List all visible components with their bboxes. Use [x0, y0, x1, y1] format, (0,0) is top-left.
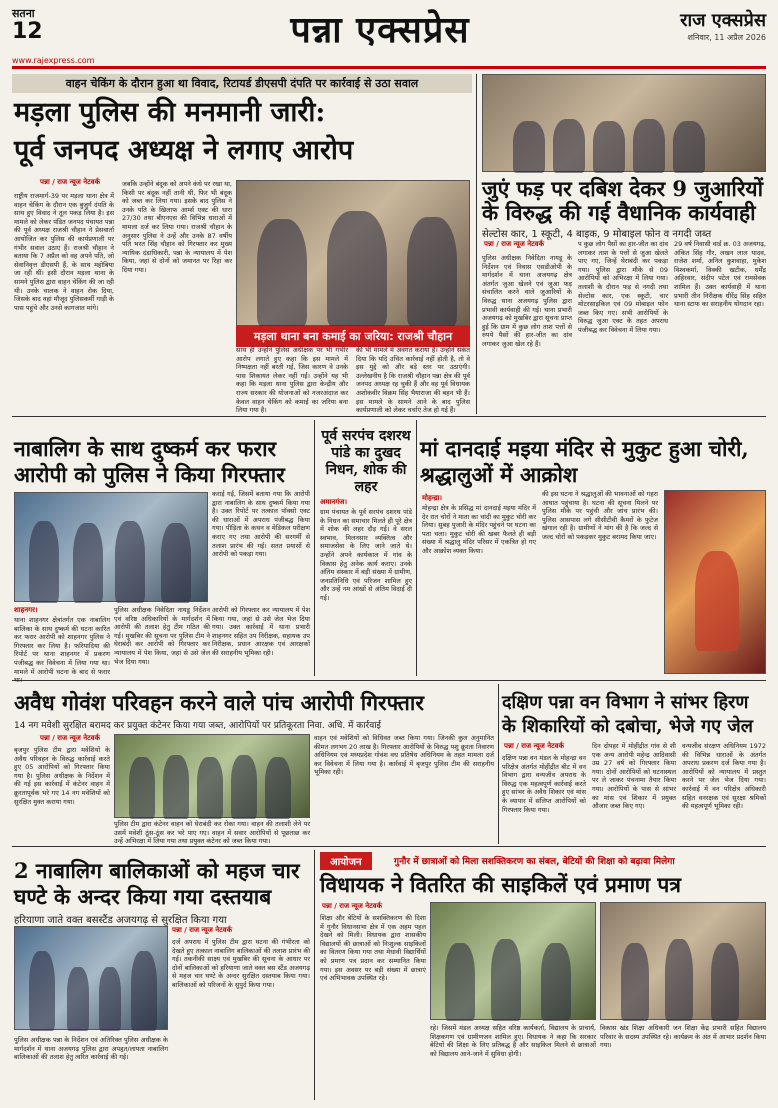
story3-headline-1: नाबालिग के साथ दुष्कर्म कर फरार: [14, 436, 277, 461]
story3-photo: [14, 492, 208, 602]
brand-block: [680, 8, 766, 43]
story6-headline: अवैध गोवंश परिवहन करने वाले पांच आरोपी गिरफ्तार: [14, 690, 424, 715]
story2-col2: प कुछ लोग पैसों का हार-जीत का दांव लगाकर ताश के पत्तों से जुआ खेलते पाए गए, जिन्हें घेराबंदी कर पकड़ा गया। पुलिस द्वारा मौके से 09 आरोपियों को अभिरक्षा में लिया गया। तलाशी के दौरान फड़ से नगदी तथा सेल्टोस कार, एक स्कूटी, चार मोटरसाइकिल एवं 09 मोबाइल फोन जब्त किए गए। सभी आरोपियों के विरुद्ध जुआ एक्ट के तहत अपराध पंजीबद्ध कर विवेचना में लिया गया।: [578, 240, 668, 334]
story3-col1: थाना शाहनगर क्षेत्रांतर्गत एक नाबालिग बालिका के साथ दुष्कर्म की घटना कारित कर फरार आरोपी को शाहनगर पुलिस ने गिरफ्तार कर लिया है। फरियादिया की रिपोर्ट पर थाना शाहनगर में प्रकरण पंजीबद्ध कर विवेचना में लिया गया था। मामले में आरोपी घटना के बाद से फरार: [14, 616, 110, 676]
story1-col4: की भी मामले में अवगत कराया है। उन्होंने संकेत दिया कि यदि उचित कार्रवाई नहीं होती है, तो वे इस मुद्दे को और बड़े स्तर पर उठाएंगी। उल्लेखनीय है कि राजश्री चौहान पन्ना क्षेत्र की पूर्व जनपद अध्यक्ष रह चुकी हैं और वह पूर्व विधायक अशोकवीर विक्रम सिंह भैयाराजा की बहन भी हैं। इस मामले के सामने आने के बाद पुलिस कार्यप्रणाली को लेकर चर्चाएं तेज हो गई हैं।: [356, 346, 470, 415]
story8-col1: पुलिस अधीक्षक पन्ना के निर्देशन एवं अतिरिक्त पुलिस अधीक्षक के मार्गदर्शन में थाना अजयगढ़ पुलिस द्वारा अपहृत/लापता नाबालिग बालिकाओं की तलाश हेतु त्वरित कार्रवाई की गई।: [14, 1036, 168, 1062]
story6-byline: पन्ना / राज न्यूज नेटवर्क: [40, 734, 100, 742]
story2-subhead: सेल्टोस कार, 1 स्कूटी, 4 बाइक, 9 मोबाइल फोन व नगदी जब्त: [482, 229, 712, 240]
story7-headline-1: दक्षिण पन्ना वन विभाग ने सांभर हिरण: [502, 692, 749, 713]
story9-col1: शिक्षा और बेटियों के सशक्तिकरण की दिशा में गुनौर विधानसभा क्षेत्र में एक अहम पहल देखने को मिली। विधायक द्वारा शासकीय विद्यालयों की छात्राओं को निःशुल्क साइकिलों का वितरण किया गया तथा मेधावी विद्यार्थियों को प्रमाण पत्र प्रदान कर सम्मानित किया गया। इस अवसर पर बड़ी संख्या में छात्राएं एवं अभिभावक उपस्थित रहे।: [320, 914, 426, 983]
story9-headline: विधायक ने वितरित की साइकिलें एवं प्रमाण पत्र: [320, 872, 681, 897]
story6-col2: पुलिस टीम द्वारा कंटेनर वाहन को घेराबंदी कर रोका गया। वाहन की तलाशी लेने पर उसमें मवेशी ठूंस-ठूंस कर भरे पाए गए। वाहन में सवार आरोपियों से पूछताछ कर उन्हें अभिरक्षा में लिया गया तथा प्रयुक्त कंटेनर को जब्त किया गया।: [114, 820, 310, 846]
section-rule-2: [12, 680, 766, 681]
story6-subhead: 14 नग मवेशी सुरक्षित बरामद कर प्रयुक्त कंटेनर किया गया जब्त, आरोपियों पर प्रतिकूरता निवा. अधि. में कार्रवाई: [14, 721, 381, 731]
story8-headline-1: 2 नाबालिग बालिकाओं को महज चार: [14, 858, 300, 883]
story9-col3: विकास खंड शिक्षा अधिकारी जन शिक्षा केंद्र प्रभारी सहित विद्यालय परिवार के सदस्य उपस्थित रहे। कार्यक्रम के अंत में आभार प्रदर्शन किया गया।: [600, 1024, 766, 1050]
story1-kicker: वाहन चेकिंग के दौरान हुआ था विवाद, रिटायर्ड डीएसपी दंपति पर कार्रवाई से उठा सवाल: [12, 74, 472, 93]
story5-headline-1: मां दानदाई मइया मंदिर से मुकुट हुआ चोरी,: [420, 436, 749, 461]
story1-headline-2: पूर्व जनपद अध्यक्ष ने लगाए आरोप: [14, 135, 354, 166]
story3-col4: आरोपी को गिरफ्तार कर न्यायालय में पेश किया गया, जहां से उसे जेल भेज दिया गया। उक्त कार्रवाई में थाना प्रभारी शाहनगर सहित उप निरीक्षक, सहायक उप निरीक्षक, प्रधान आरक्षक एवं आरक्षकों की सराहनीय भूमिका रही।: [212, 606, 310, 657]
story4-headline: पूर्व सरपंच दशरथ पांडे का दुखद निधन, शोक की लहर: [321, 428, 411, 495]
masthead: पन्ना एक्सप्रेस: [290, 9, 470, 51]
story5-temple-photo: [664, 490, 766, 674]
column-divider-4: [498, 684, 499, 844]
page-label: सतना: [12, 7, 35, 20]
story9-kicker: गुनौर में छात्राओं को मिला सशक्तिकरण का संबल, बेटियों की शिक्षा को बढ़ावा मिलेगा: [394, 857, 675, 867]
story9-col2: रहे। जिसमें मंडल अध्यक्ष सहित वरिष्ठ कार्यकर्ता, विद्यालय के प्राचार्य, शिक्षकगण एवं ग्रामीणजन शामिल हुए। विधायक ने कहा कि सरकार बेटियों की शिक्षा के लिए प्रतिबद्ध है और साइकिल मिलने से छात्राओं को विद्यालय आने-जाने में सुविधा होगी।: [430, 1024, 596, 1058]
story8-headline-2: घण्टे के अन्दर किया गया दस्तयाब: [14, 884, 272, 909]
brand-name: राज एक्सप्रेस: [680, 10, 766, 31]
story7-headline-2: के शिकारियों को दबोचा, भेजे गए जेल: [502, 716, 753, 737]
story9-photo-1: [430, 902, 596, 1020]
story1-col2: जबकि उन्होंने बंदूक को अपने कंधे पर रखा था, किसी पर बंदूक नहीं तानी थी, फिर भी बंदूक को जब्त कर लिया गया। इसके बाद पुलिस ने उनके पति के खिलाफ आर्म्स एक्ट की धारा 27/30 तथा बीएनएस की विभिन्न धाराओं में मामला दर्ज कर लिया गया। राजश्री चौहान के अनुसार पुलिस ने उन्हें और उनके 87 वर्षीय पति भरत सिंह चौहान को गिरफ्तार कर मुख्य न्यायिक दंडाधिकारी, पन्ना के न्यायालय में पेश किया, जहां से दोनों को जमानत पर रिहा कर दिया गया।: [122, 180, 232, 274]
story3-col2: पुलिस अधीक्षक निवेदिता नायडू निर्देशन एवं वरिष्ठ अधिकारियों के मार्गदर्शन में आरोपी की तलाश हेतु टीम गठित की गई। मुखबिर की सूचना पर पुलिस टीम ने घेराबंदी कर आरोपी को गिरफ्तार कर न्यायालय में पेश किया, जहां से उसे जेल भेज दिया गया।: [114, 606, 210, 666]
story1-photo-caption: मड़ला थाना बना कमाई का जरिया: राजश्री चौहान: [236, 326, 470, 347]
story3-headline-2: आरोपी को पुलिस ने किया गिरफ्तार: [14, 462, 285, 487]
story6-col1: बृजपुर पुलिस टीम द्वारा मवेशियों के अवैध परिवहन के विरुद्ध कार्रवाई करते हुए 05 आरोपियों को गिरफ्तार किया गया है। पुलिस अधीक्षक के निर्देशन में की गई इस कार्रवाई में कंटेनर वाहन में क्रूरतापूर्वक भरे गए 14 नग मवेशियों को सुरक्षित मुक्त कराया गया।: [14, 746, 110, 806]
story2-headline-1: जुएं फड़ पर दबिश देकर 9 जुआरियों: [482, 176, 764, 201]
story1-headline-1: मड़ला पुलिस की मनमानी जारी:: [14, 97, 326, 128]
story8-col2: दर्ज अपराध में पुलिस टीम द्वारा घटना की गंभीरता को देखते हुए तत्काल नाबालिग बालिकाओं की तलाश प्रारंभ की गई। तकनीकी साक्ष्य एवं मुखबिर की सूचना के आधार पर दोनों बालिकाओं को हरियाणा जाते वक्त बस स्टैंड अजयगढ़ से महज चार घण्टे के अन्दर सुरक्षित दस्तयाब किया गया। बालिकाओं को परिजनों के सुपुर्द किया गया।: [172, 938, 311, 989]
story2-photo: [482, 74, 766, 172]
header-rule: [12, 66, 766, 69]
story5-col1: मोहन्द्रा क्षेत्र के प्रसिद्ध मां दानदाई मइया मंदिर में देर रात चोरों ने माता का चांदी का मुकुट चोरी कर लिया। सुबह पुजारी के मंदिर पहुंचने पर घटना का पता चला। मुकुट चोरी की खबर फैलते ही बड़ी संख्या में श्रद्धालु मंदिर परिसर में एकत्रित हो गए और आक्रोश व्यक्त किया।: [422, 504, 536, 555]
story4-body: ग्राम पंचायत के पूर्व सरपंच दशरथ पांडे के निधन का समाचार मिलते ही पूरे क्षेत्र में शोक की लहर दौड़ गई। वे सरल स्वभाव, मिलनसार व्यक्तित्व और समाजसेवा के लिए जाने जाते थे। उन्होंने अपने कार्यकाल में गांव के विकास हेतु अनेक कार्य कराए। उनके अंतिम संस्कार में बड़ी संख्या में ग्रामीण, जनप्रतिनिधि एवं परिजन शामिल हुए और उन्हें नम आंखों से अंतिम विदाई दी गई।: [320, 508, 412, 602]
story7-col2: दिन दोपहर में मोहींद्रीत गांव से शी एक अन्य आरोपी महेन्द्र आदिवासी उम्र 27 वर्ष को गिरफ्तार किया गया। दोनों आरोपियों को घटनास्थल पर ले जाकर पंचनामा तैयार किया गया। आरोपियों के पास से सांभर का मांस एवं शिकार में प्रयुक्त औजार जब्त किए गए।: [592, 742, 676, 811]
story3-col3: कराई गई, जिसमें बताया गया कि आरोपी द्वारा नाबालिग के साथ दुष्कर्म किया गया है। उक्त रिपोर्ट पर तत्काल पॉक्सो एक्ट की धाराओं में अपराध पंजीबद्ध किया गया। पीड़िता के कथन व मेडिकल परीक्षण कराए गए तथा आरोपी की सरगर्मी से तलाश प्रारंभ की गई। सतत प्रयासों से आरोपी को पकड़ा गया।: [212, 490, 310, 559]
issue-date: शनिवार, 11 अप्रैल 2026: [687, 33, 766, 42]
section-rule-3: [12, 846, 766, 847]
story2-col1: पुलिस अधीक्षक निवेदिता नायडू के निर्देशन एवं निवास एसडीओपी के मार्गदर्शन में थाना अजयगढ़ क्षेत्र अंतर्गत जुआ खेलने एवं जुआ फड़ संचालित करने वाले जुआरियों के विरुद्ध थाना अजयगढ़ पुलिस द्वारा प्रभावी कार्यवाही की गई। थाना प्रभारी अजयगढ़ को मुखबिर द्वारा सूचना प्राप्त हुई कि ग्राम में कुछ लोग ताश पत्तों से रुपये पैसों की हार-जीत का दांव लगाकर जुआ खेल रहे हैं।: [482, 254, 572, 348]
story8-byline: पन्ना / राज न्यूज नेटवर्क: [172, 926, 232, 934]
column-divider-3: [416, 420, 417, 676]
story1-byline: पन्ना / राज न्यूज नेटवर्क: [40, 178, 100, 186]
story7-byline: पन्ना / राज न्यूज नेटवर्क: [504, 742, 564, 750]
site-url[interactable]: www.rajexpress.com: [12, 56, 95, 65]
story1-col1: राष्ट्रीय राजमार्ग-39 पर मड़ला थाना क्षेत्र में वाहन चेकिंग के दौरान एक बुजुर्ग दंपति के साथ हुए विवाद ने तूल पकड़ लिया है। इस मामले को लेकर पंडित जनपद पंचायत पन्ना की पूर्व अध्यक्ष राजश्री चौहान ने प्रेसवार्ता आयोजित कर पुलिस की कार्यप्रणाली पर गंभीर सवाल उठाए हैं। राजश्री चौहान ने बताया कि 7 अप्रैल को वह अपने पति, जो सेवानिवृत्त डीएसपी हैं, के साथ महोबिया जा रही थीं। इसी दौरान मड़ला थाना के सामने पुलिस द्वारा वाहन चेकिंग की जा रही थी। उनके चालक ने वाहन रोक दिया, जिसके बाद वहां मौजूद पुलिसकर्मी गाड़ी के पास पहुंचे और उनसे कागजात मांगे।: [14, 192, 114, 312]
story2-byline: पन्ना / राज न्यूज नेटवर्क: [484, 240, 544, 248]
column-divider-5: [314, 850, 315, 1100]
story5-headline-2: श्रद्धालुओं में आक्रोश: [420, 462, 578, 487]
story8-photo: [14, 926, 168, 1030]
page-number: 12: [12, 19, 43, 44]
story7-col3: वन्यजीव संरक्षण अधिनियम 1972 की विभिन्न धाराओं के अंतर्गत अपराध प्रकरण दर्ज किया गया है। आरोपियों को न्यायालय में प्रस्तुत करने पर जेल भेज दिया गया। कार्रवाई में वन परिक्षेत्र अधिकारी सहित वनरक्षक एवं सुरक्षा श्रमिकों की महत्वपूर्ण भूमिका रही।: [682, 742, 766, 811]
column-divider-2: [314, 420, 315, 676]
story9-byline: पन्ना / राज न्यूज नेटवर्क: [322, 902, 382, 910]
story6-photo: [114, 734, 310, 818]
section-rule-1: [12, 416, 766, 417]
story6-col3: वाहन एवं मवेशियों को विधिवत जब्त किया गया। जिनकी कुल अनुमानित कीमत लगभग 20 लाख है। गिरफ्तार आरोपियों के विरुद्ध पशु क्रूरता निवारण अधिनियम एवं मध्यप्रदेश गोवंश वध प्रतिषेध अधिनियम के तहत मामला दर्ज कर विवेचना में लिया गया है। कार्रवाई में बृजपुर पुलिस टीम की सराहनीय भूमिका रही।: [314, 734, 494, 777]
story1-photo: [236, 180, 470, 326]
story1-col3: साथ ही उन्होंने पुलिस अधीक्षक पर भी गंभीर आरोप लगाते हुए कहा कि इस मामले में निष्पक्षता नहीं बरती गई, जिस कारण वे उनके पास शिकायत लेकर नहीं गईं। उन्होंने यह भी कहा कि मड़ला थाना पुलिस द्वारा केन्द्रीय और राज्य सरकार की योजनाओं को नजरअंदाज कर केवल वाहन चेकिंग को कमाई का जरिया बना लिया गया है।: [236, 346, 348, 415]
story5-col2: की इस घटना ने श्रद्धालुओं की भावनाओं को गहरा आघात पहुंचाया है। घटना की सूचना मिलने पर पुलिस मौके पर पहुंची और जांच प्रारंभ की। पुलिस आसपास लगे सीसीटीवी कैमरों के फुटेज खंगाल रही है। ग्रामीणों ने मांग की है कि जल्द से जल्द चोरों को पकड़कर मुकुट बरामद किया जाए।: [542, 490, 658, 541]
story9-photo-2: [600, 902, 766, 1020]
story3-dateline: शाहनगर।: [14, 606, 38, 614]
story2-col3: 29 वर्ष निवासी वार्ड क्र. 03 अजयगढ़, अंकित सिंह गौर, लखन लाल यादव, राजेश शर्मा, अनिल कुशवाहा, मुकेश विश्वकर्मा, विक्की खटीक, धर्मेंद्र अहिरवार, संदीप पटेल एवं रामसेवक शामिल हैं। उक्त कार्यवाही में थाना प्रभारी तीन निरीक्षक धीरेंद्र सिंह सहित थाना स्टाफ का सराहनीय योगदान रहा।: [674, 240, 766, 309]
page-label-block: [12, 6, 43, 43]
story2-headline-2: के विरुद्ध की गई वैधानिक कार्यवाही: [482, 200, 756, 225]
story7-col1: दक्षिण पन्ना वन मंडल के मोहन्द्रा वन परिक्षेत्र अंतर्गत मोहींद्रीत बीट में वन विभाग द्वारा वन्यजीव अपराध के विरुद्ध एक महत्वपूर्ण कार्रवाई करते हुए सांभर के अवैध शिकार एवं मांस के व्यापार में संलिप्त आरोपियों को गिरफ्तार किया गया।: [502, 754, 586, 814]
story4-dateline: अमानगंज।: [320, 498, 348, 506]
story5-dateline: मोहन्द्रा।: [422, 494, 443, 502]
column-divider: [476, 74, 477, 414]
story8-subhead: हरियाणा जाते वक्त बसस्टैंड अजयगढ़ से सुरक्षित किया गया: [14, 915, 227, 926]
story9-tag: आयोजन: [320, 852, 372, 870]
